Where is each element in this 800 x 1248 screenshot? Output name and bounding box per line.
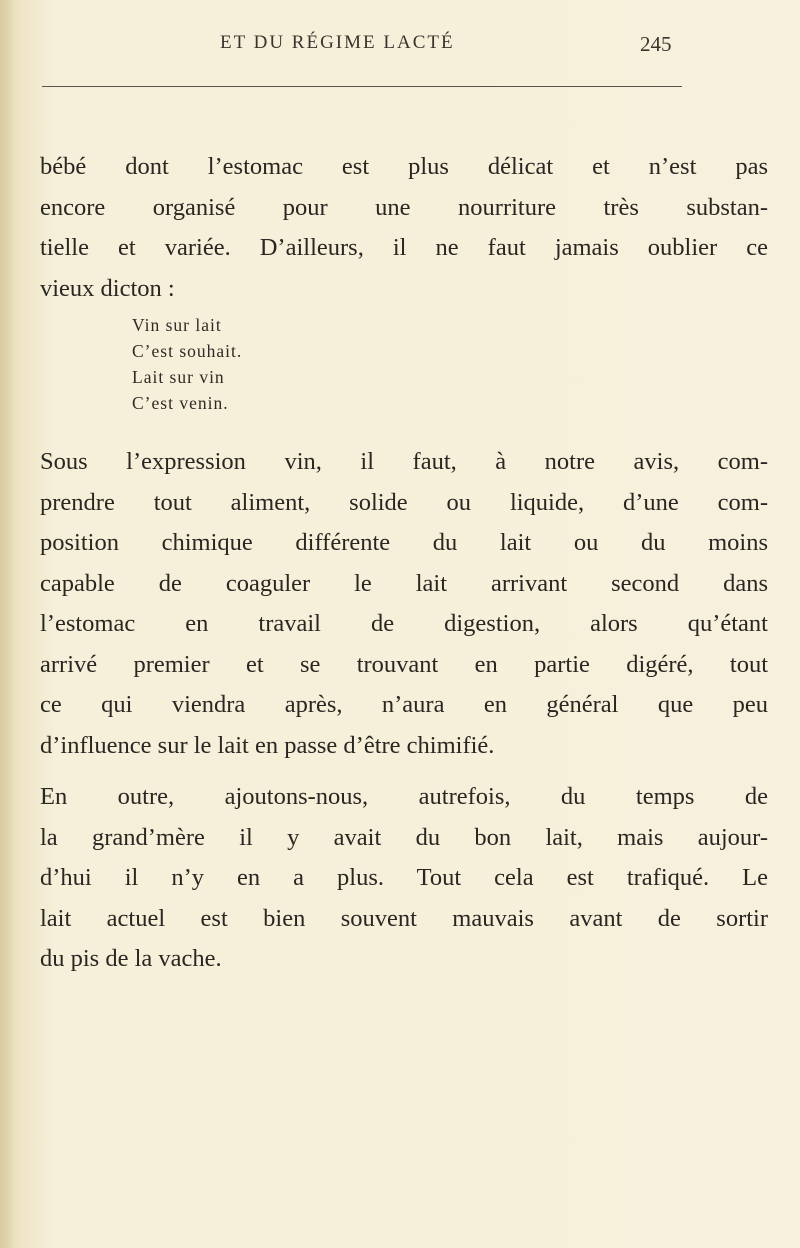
text-line: prendre tout aliment, solide ou liquide, d’une com- [40,488,768,516]
text-line: capable de coaguler le lait arrivant second dans [40,569,768,597]
text-line: la grand’mère il y avait du bon lait, mais aujour- [40,823,768,851]
paragraph-3 [40,777,768,980]
text-line: arrivé premier et se trouvant en partie digéré, tout [40,650,768,678]
paragraph-1 [40,147,768,309]
text-line: lait actuel est bien souvent mauvais avant de sortir [40,904,768,932]
verse-line: Lait sur vin [132,367,225,387]
text-line: d’hui il n’y en a plus. Tout cela est trafiqué. Le [40,864,768,891]
header-rule [42,86,682,87]
text-line: tielle et variée. D’ailleurs, il ne faut jamais oublier ce [40,234,768,261]
verse-line: Vin sur lait [132,315,222,335]
text-line: l’estomac en travail de digestion, alors qu’étant [40,610,768,637]
text-line: Sous l’expression vin, il faut, à notre avis, com- [40,448,768,475]
page-number: 245 [640,32,672,56]
verse-dicton [132,312,242,416]
text-line: du pis de la vache. [40,945,222,972]
text-line: d’influence sur le lait en passe d’être chimifié. [40,731,495,759]
text-line: position chimique différente du lait ou du moins [40,529,768,556]
paragraph-2 [40,442,768,766]
text-line: En outre, ajoutons-nous, autrefois, du temps de [40,783,768,810]
verse-line: C’est venin. [132,393,229,413]
text-line: vieux dicton : [40,274,175,302]
page-header [0,26,800,66]
verse-line: C’est souhait. [132,341,243,361]
text-line: ce qui viendra après, n’aura en général que peu [40,691,768,718]
text-line: encore organisé pour une nourriture très substan- [40,193,768,221]
text-line: bébé dont l’estomac est plus délicat et n’est pas [40,153,768,180]
binding-shadow [0,0,14,1248]
running-title: ET DU RÉGIME LACTÉ [220,32,455,53]
